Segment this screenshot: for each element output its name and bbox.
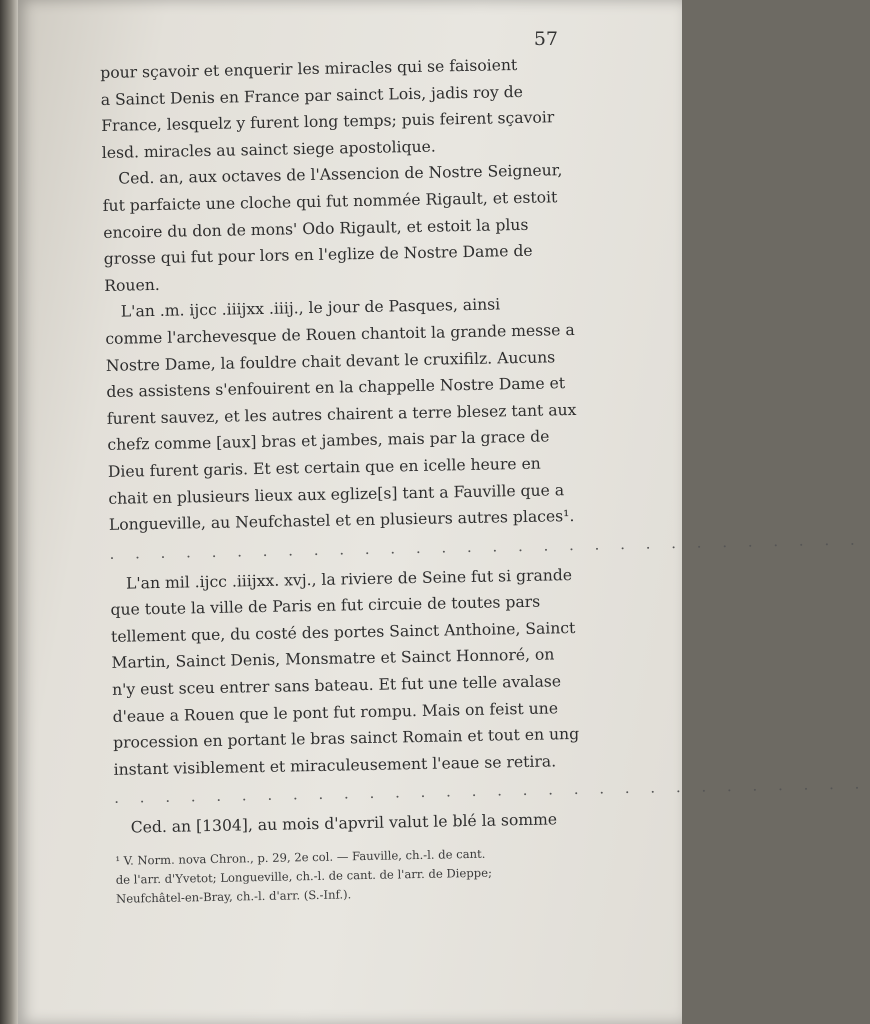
text-line: Rouen. [104,275,160,295]
text-line: L'an mil .ijcc .iiijxx. xvj., la riviere de Seine fut si grande [125,565,573,593]
ellipsis-divider: . . . . . . . . . . . . . . . . . . . . . . . . . . . . . . [109,530,863,563]
text-line: comme l'archevesque de Rouen chantoit la grande messe a [105,320,575,348]
text-line: Longueville, au Neufchastel et en plusieurs autres places¹. [108,507,575,535]
text-line: tellement que, du costé des portes Sainct Anthoine, Sainct [110,618,576,646]
text-line: procession en portant le bras sainct Romain et tout en ung [112,725,580,753]
text-line: chefz comme [aux] bras et jambes, mais par la grace de [107,427,550,455]
book-gutter [0,0,20,1024]
footnote [115,843,572,909]
text-line: a Sainct Denis en France par sainct Lois, jadis roy de [100,82,524,109]
text-line: Martin, Sainct Denis, Monsmatre et Sainct Honnoré, on [111,645,555,673]
text-line: Ced. an [1304], au mois d'apvril valut le blé la somme [130,810,558,837]
text-line: que toute la ville de Paris en fut circuie de toutes pars [110,592,541,620]
paragraph-4 [110,562,580,783]
text-line: grosse qui fut pour lors en l'eglize de Nostre Dame de [103,241,533,269]
text-line: L'an .m. ijcc .iiijxx .iiij., le jour de Pasques, ainsi [120,295,501,321]
footnote-line: Neufchâtel-en-Bray, ch.-l. d'arr. (S.-Inf.). [115,887,352,906]
text-line: fut parfaicte une cloche qui fut nommée Rigault, et estoit [102,188,558,215]
text-line: France, lesquelz y furent long temps; puis feirent sçavoir [101,108,555,136]
text-line: chait en plusieurs lieux aux eglize[s] tant a Fauville que a [108,480,565,508]
text-line: encoire du don de mons' Odo Rigault, et estoit la plus [103,215,529,242]
paragraph-5 [115,807,571,842]
page-number: 57 [533,28,558,50]
paragraph-2 [102,158,563,300]
page-text [100,51,868,909]
paragraph-3 [105,291,577,539]
footnote-line: ¹ V. Norm. nova Chron., p. 29, 2e col. — Fauville, ch.-l. de cant. [115,846,486,868]
text-line: instant visiblement et miraculeusement l'eaue se retira. [113,752,557,779]
text-line: lesd. miracles au sainct siege apostolique. [101,137,436,162]
text-line: d'eaue a Rouen que le pont fut rompu. Mais on feist une [112,698,559,726]
text-line: des assistens s'enfouirent en la chappelle Nostre Dame et [106,374,566,402]
text-line: Dieu furent garis. Et est certain que en icelle heure en [107,454,541,481]
text-line: Nostre Dame, la fouldre chait devant le cruxifilz. Aucuns [105,347,556,375]
text-line: n'y eust sceu entrer sans bateau. Et fut une telle avalase [111,672,562,699]
text-line: Ced. an, aux octaves de l'Assencion de Nostre Seigneur, [118,161,563,189]
ellipsis-divider: . . . . . . . . . . . . . . . . . . . . . . . . . . . . . . [114,774,868,808]
footnote-line: de l'arr. d'Yvetot; Longueville, ch.-l. de cant. de l'arr. de Dieppe; [115,865,493,887]
book-page [18,0,868,1024]
text-line: pour sçavoir et enquerir les miracles qui se faisoient [100,55,518,82]
text-line: furent sauvez, et les autres chairent a terre blesez tant aux [106,400,577,428]
paragraph-1 [100,51,558,166]
